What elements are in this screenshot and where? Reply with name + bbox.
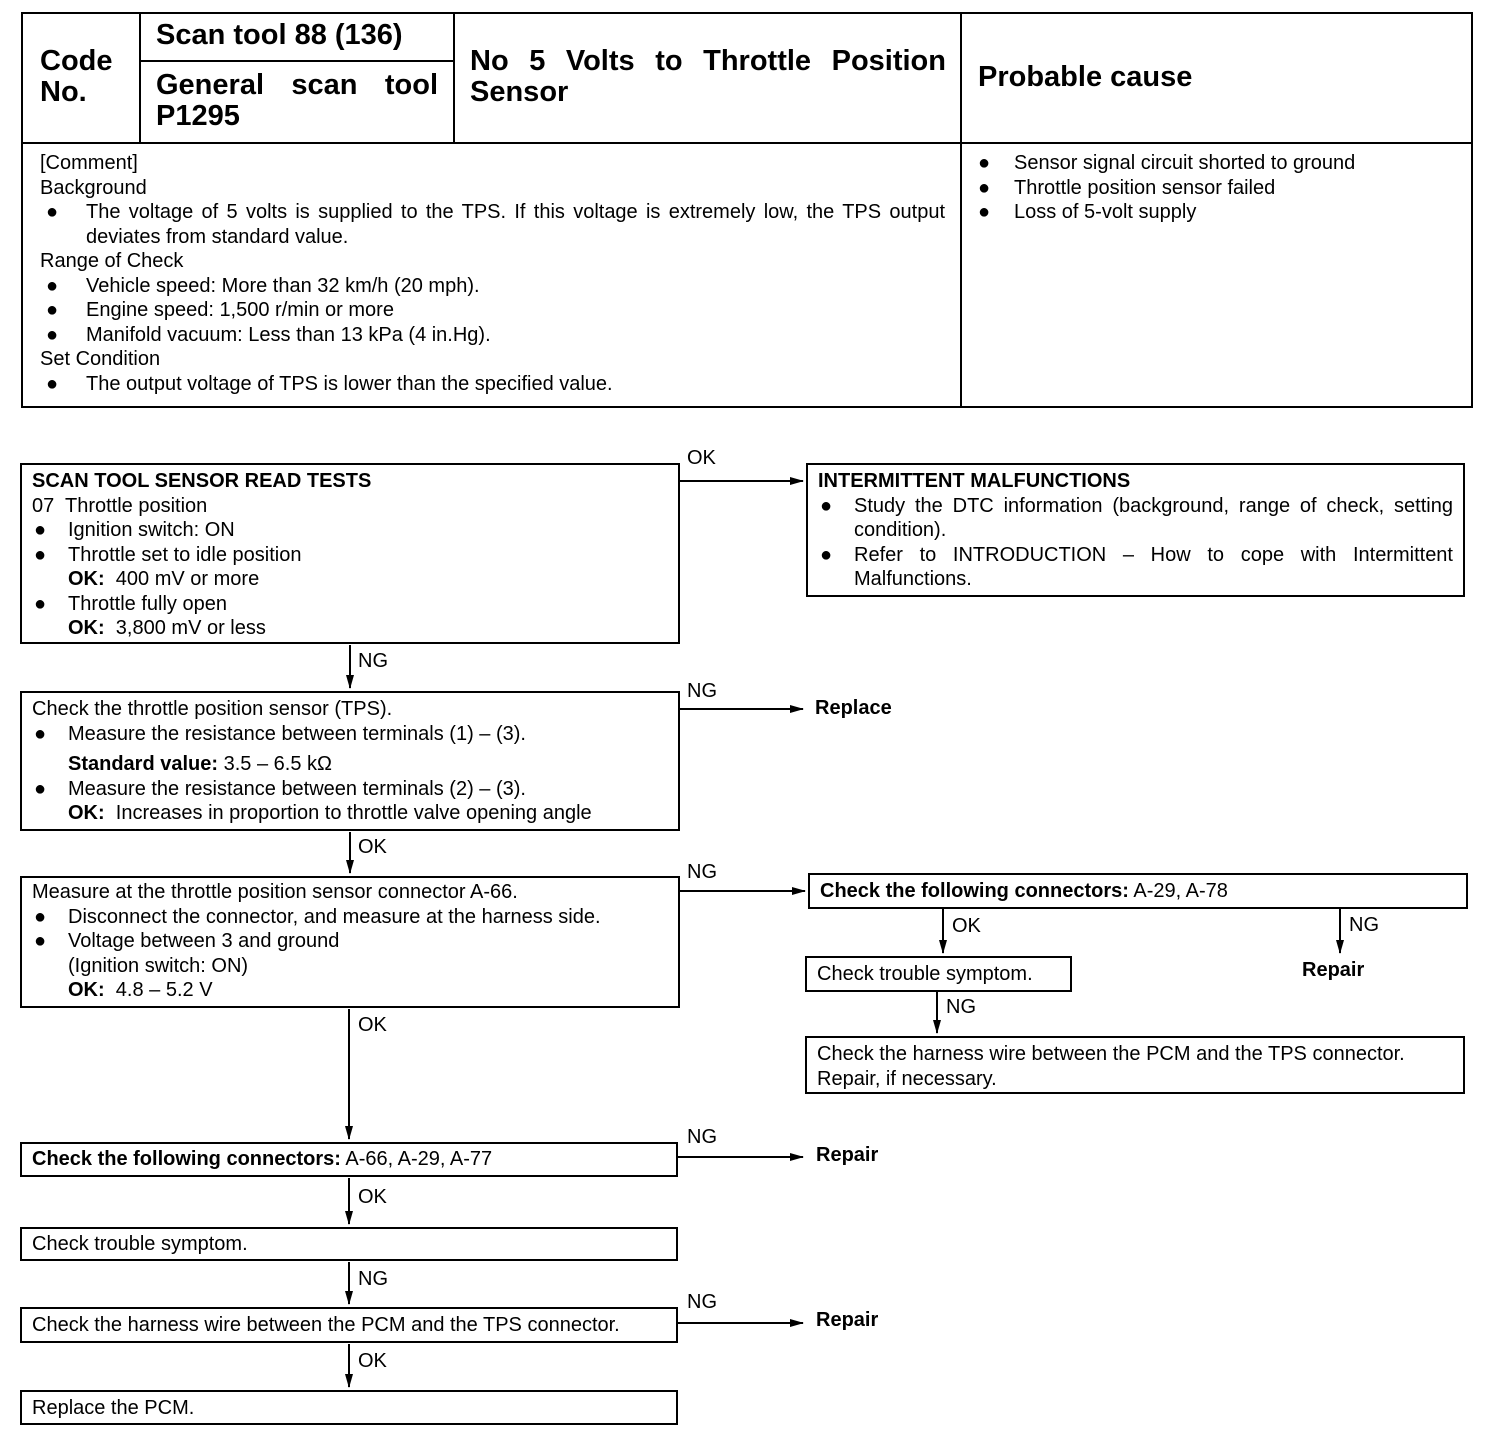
cause-item: ● Throttle position sensor failed xyxy=(978,176,1276,199)
ok-idle-line: OK: 400 mV or more xyxy=(68,568,260,590)
ng-label: NG xyxy=(358,650,388,672)
ok-label: OK xyxy=(687,447,716,469)
ng-label: NG xyxy=(1349,914,1379,936)
range-item: ● Engine speed: 1,500 r/min or more xyxy=(46,299,394,321)
test-item: ● Throttle fully open xyxy=(34,592,227,615)
bullet-icon: ● xyxy=(34,905,47,928)
harness-check-box: Check the harness wire between the PCM and the TPS connector. xyxy=(20,1307,678,1343)
ok-label: OK xyxy=(358,1186,387,1208)
scan-tool-88-label: Scan tool 88 (136) xyxy=(156,19,403,51)
probable-cause-heading: Probable cause xyxy=(978,61,1193,93)
bullet-icon: ● xyxy=(46,201,59,223)
range-heading: Range of Check xyxy=(40,250,184,272)
bullet-icon: ● xyxy=(46,372,59,395)
ng-label: NG xyxy=(358,1268,388,1290)
right-trouble-symptom-box: Check trouble symptom. xyxy=(805,956,1072,992)
ok-label: OK xyxy=(358,1350,387,1372)
ng-label: NG xyxy=(946,996,976,1018)
bullet-icon: ● xyxy=(820,494,833,517)
scan-tool-test-title: SCAN TOOL SENSOR READ TESTS xyxy=(32,470,372,492)
bullet-icon: ● xyxy=(34,930,47,952)
right-connector-check-box: Check the following connectors: A-29, A-78 xyxy=(808,873,1468,909)
comment-label: [Comment] xyxy=(40,152,138,174)
background-item: ● The voltage of 5 volts is supplied to the TPS. If this voltage is extremely low, the TPS output deviates from standard value. xyxy=(46,201,945,248)
set-item: ● The output voltage of TPS is lower than the specified value. xyxy=(46,372,613,395)
bullet-icon: ● xyxy=(978,152,991,174)
bullet-icon: ● xyxy=(34,592,47,615)
intermittent-title: INTERMITTENT MALFUNCTIONS xyxy=(818,470,1131,492)
bullet-icon: ● xyxy=(34,722,47,745)
ok-label: OK xyxy=(952,915,981,937)
dtc-title: No 5 Volts to Throttle Position Sensor xyxy=(470,45,946,108)
right-harness-box: Check the harness wire between the PCM and the TPS connector. Repair, if necessary. xyxy=(805,1036,1465,1094)
ok-open-line: OK: 3,800 mV or less xyxy=(68,617,266,639)
right-repair-text: Repair xyxy=(1302,959,1365,981)
bullet-icon: ● xyxy=(820,543,833,566)
bullet-icon: ● xyxy=(34,777,47,800)
tps-ok-line: OK: Increases in proportion to throttle valve opening angle xyxy=(68,802,592,824)
general-scan-tool-label: General scan tool P1295 xyxy=(156,69,438,132)
ng-label: NG xyxy=(687,1291,717,1313)
intermittent-item: ● Study the DTC information (background, range of check, setting condition). xyxy=(820,494,1453,541)
repair-text-1: Repair xyxy=(816,1144,879,1166)
ng-label: NG xyxy=(687,861,717,883)
voltage-ok-line: OK: 4.8 – 5.2 V xyxy=(68,979,213,1001)
cause-item: ● Sensor signal circuit shorted to ground xyxy=(978,152,1356,174)
test-item: ● Ignition switch: ON xyxy=(34,519,235,541)
repair-text-2: Repair xyxy=(816,1309,879,1331)
replace-text: Replace xyxy=(815,697,892,719)
bullet-icon: ● xyxy=(46,323,59,346)
connector-measure-title: Measure at the throttle position sensor connector A-66. xyxy=(32,881,518,903)
code-no-label: Code No. xyxy=(40,45,113,108)
test-item: ● Throttle set to idle position xyxy=(34,543,302,566)
standard-value-line: Standard value: 3.5 – 6.5 kΩ xyxy=(68,753,332,775)
ng-label: NG xyxy=(687,680,717,702)
range-item: ● Vehicle speed: More than 32 km/h (20 mph). xyxy=(46,274,480,297)
ignition-note: (Ignition switch: ON) xyxy=(68,954,249,977)
background-heading: Background xyxy=(40,176,147,199)
replace-pcm-box: Replace the PCM. xyxy=(20,1390,678,1425)
connector-measure-item: ● Voltage between 3 and ground xyxy=(34,930,340,952)
bullet-icon: ● xyxy=(978,201,991,223)
throttle-position-line: 07 Throttle position xyxy=(32,494,208,517)
ok-label: OK xyxy=(358,1014,387,1036)
bullet-icon: ● xyxy=(46,274,59,297)
intermittent-item: ● Refer to INTRODUCTION – How to cope with Intermittent Malfunctions. xyxy=(820,543,1453,590)
bullet-icon: ● xyxy=(34,519,47,541)
trouble-symptom-box: Check trouble symptom. xyxy=(20,1227,678,1261)
cause-item: ● Loss of 5-volt supply xyxy=(978,201,1197,223)
tps-check-title: Check the throttle position sensor (TPS). xyxy=(32,698,393,720)
ng-label: NG xyxy=(687,1126,717,1148)
connector-measure-item: ● Disconnect the connector, and measure at the harness side. xyxy=(34,905,601,928)
tps-check-item: ● Measure the resistance between terminals (1) – (3). xyxy=(34,722,526,745)
bullet-icon: ● xyxy=(978,176,991,199)
bullet-icon: ● xyxy=(46,299,59,321)
ok-label: OK xyxy=(358,836,387,858)
tps-check-item: ● Measure the resistance between terminals (2) – (3). xyxy=(34,777,526,800)
set-condition-heading: Set Condition xyxy=(40,348,161,370)
range-item: ● Manifold vacuum: Less than 13 kPa (4 in.Hg). xyxy=(46,323,491,346)
bullet-icon: ● xyxy=(34,543,47,566)
connector-check-box: Check the following connectors: A-66, A-29, A-77 xyxy=(20,1142,678,1177)
